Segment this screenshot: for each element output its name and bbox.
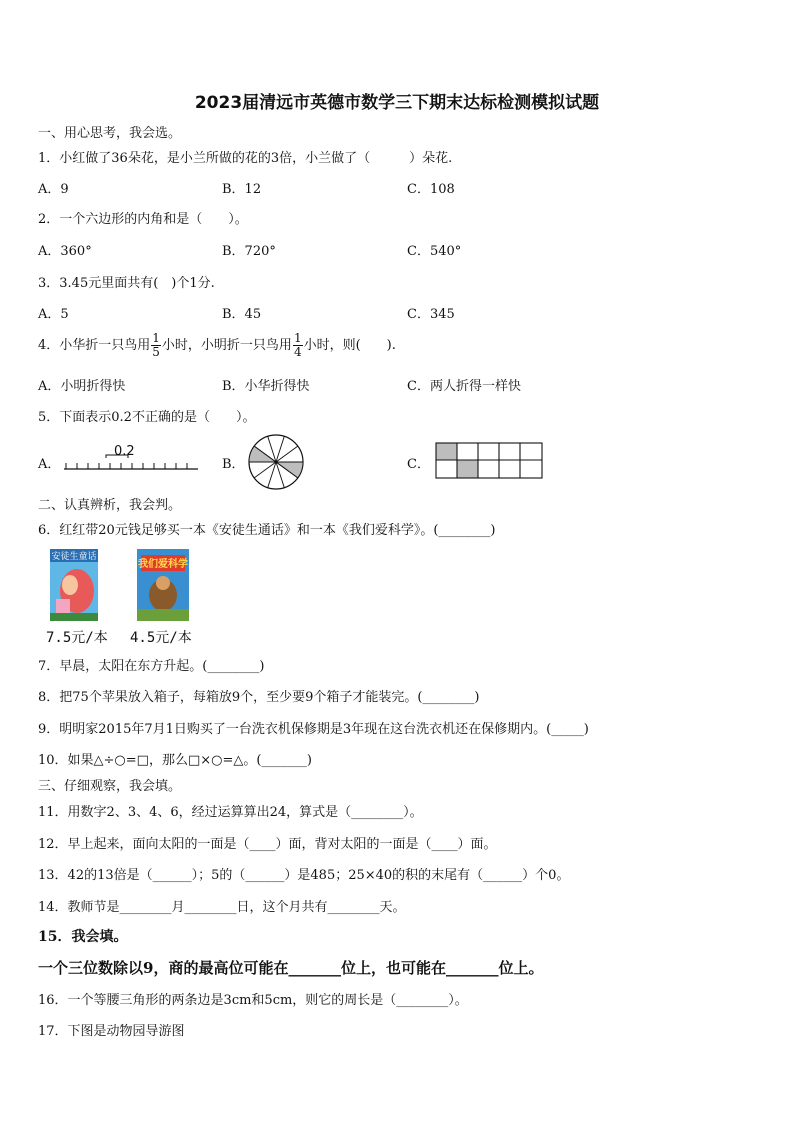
question-5: 5．下面表示0.2不正确的是（ ）。	[38, 410, 256, 425]
q5-option-a: A．	[38, 457, 61, 472]
question-2: 2．一个六边形的内角和是（ ）。	[38, 212, 248, 227]
question-8: 8．把75个苹果放入箱子，每箱放9个，至少要9个箱子才能装完。(________)	[38, 690, 480, 705]
book-cover-title: 安徒生童话	[51, 552, 97, 562]
book-1-price: 7.5元/本	[46, 630, 108, 646]
section-1-heading: 一、用心思考，我会选。	[38, 126, 182, 141]
question-16: 16．一个等腰三角形的两条边是3cm和5cm，则它的周长是（________）。	[38, 993, 468, 1008]
question-17: 17．下图是动物园导游图	[38, 1024, 185, 1039]
question-9: 9．明明家2015年7月1日购买了一台洗衣机保修期是3年现在这台洗衣机还在保修期内。(_____)	[38, 722, 589, 737]
question-14: 14．教师节是________月________日，这个月共有________天。	[38, 900, 406, 915]
question-7: 7．早晨，太阳在东方升起。(________)	[38, 659, 265, 674]
fraction-denominator: 5	[152, 345, 160, 359]
q2-option-b: B．720°	[222, 244, 276, 259]
q3-option-b: B．45	[222, 307, 262, 322]
q1-option-a: A．9	[38, 182, 69, 197]
q1-option-b: B．12	[222, 182, 262, 197]
question-10: 10．如果△÷○=□，那么□×○=△。(_______)	[38, 753, 313, 768]
q4-middle: 小时，小明折一只鸟用	[161, 338, 292, 353]
section-3-heading: 三、仔细观察，我会填。	[38, 779, 182, 794]
fraction-numerator: 1	[152, 331, 160, 345]
q4-option-c: C．两人折得一样快	[407, 379, 521, 394]
page-title: 2023届清远市英德市数学三下期末达标检测模拟试题	[194, 93, 600, 113]
grid-figure	[435, 442, 545, 480]
q4-option-a: A．小明折得快	[38, 379, 126, 394]
fraction-numerator: 1	[293, 331, 302, 345]
q3-option-a: A．5	[38, 307, 69, 322]
question-11: 11．用数字2、3、4、6，经过运算算出24，算式是（________）。	[38, 805, 423, 820]
question-15-body: 一个三位数除以9，商的最高位可能在_______位上，也可能在_______位上。	[38, 959, 544, 977]
number-line-label: 0.2	[114, 444, 135, 459]
fraction-denominator: 4	[293, 345, 302, 359]
book-cover-title: 我们爱科学	[138, 559, 188, 570]
q2-option-c: C．540°	[407, 244, 462, 259]
section-2-heading: 二、认真辨析，我会判。	[38, 498, 182, 513]
circle-figure	[247, 434, 307, 490]
question-13: 13．42的13倍是（______）；5的（______）是485；25×40的积的末尾有（______）个0。	[38, 868, 570, 883]
q4-suffix: 小时，则( ).	[303, 338, 396, 353]
shaded-cell	[436, 443, 457, 460]
q5-option-b: B．	[222, 457, 245, 472]
question-1: 1．小红做了36朵花，是小兰所做的花的3倍，小兰做了（ ）朵花.	[38, 151, 453, 166]
q3-option-c: C．345	[407, 307, 455, 322]
q2-option-a: A．360°	[38, 244, 92, 259]
number-line-figure	[62, 443, 200, 473]
fraction-one-fifth	[151, 332, 161, 359]
book-cover-science	[137, 549, 189, 621]
q1-option-c: C．108	[407, 182, 455, 197]
book-2-price: 4.5元/本	[130, 630, 192, 646]
question-4	[38, 327, 396, 365]
q4-prefix: 4．小华折一只鸟用	[38, 338, 151, 353]
fraction-one-fourth	[293, 332, 303, 359]
number-line-ticks	[66, 463, 187, 469]
question-15-title: 15．我会填。	[38, 929, 128, 945]
q4-option-b: B．小华折得快	[222, 379, 310, 394]
question-12: 12．早上起来，面向太阳的一面是（____）面，背对太阳的一面是（____）面。	[38, 837, 497, 852]
q5-option-c: C．	[407, 457, 430, 472]
question-3: 3．3.45元里面共有( )个1分.	[38, 276, 215, 291]
shaded-cell	[457, 460, 478, 478]
question-6: 6．红红带20元钱足够买一本《安徒生通话》和一本《我们爱科学》。(________)	[38, 523, 496, 538]
book-cover-andersen	[50, 549, 98, 621]
